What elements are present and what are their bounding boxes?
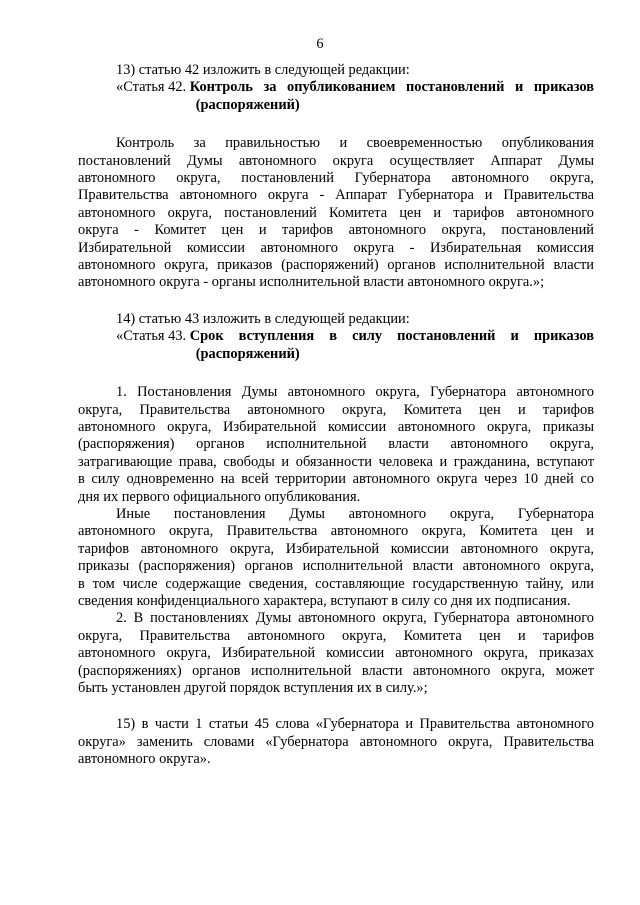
- article-paragraph: [78, 610, 594, 697]
- article-title-line: (распоряжений): [195, 345, 300, 362]
- text-line: округа» заменить словами «Губернатора автономного округа, Правительства: [78, 733, 594, 750]
- item-intro: 14) статью 43 изложить в следующей редакции:: [116, 310, 410, 327]
- article-heading: [78, 79, 594, 114]
- text-line: округа, Правительства автономного округа, Комитета цен и тарифов: [78, 627, 594, 644]
- article-paragraph: [78, 135, 594, 292]
- page-number: 6: [316, 36, 324, 52]
- text-line: затрагивающие права, свободы и обязанности человека и гражданина, вступают: [78, 453, 594, 470]
- text-line: Избирательной комиссии автономного округа - Избирательная комиссия: [78, 239, 594, 256]
- article-label: «Статья 42.: [116, 79, 190, 96]
- article-paragraph: [78, 384, 594, 506]
- amendment-item-13: [78, 62, 594, 292]
- text-line: 2. В постановлениях Думы автономного округа, Губернатора автономного: [116, 610, 594, 627]
- text-line: (распоряжения) органов исполнительной власти автономного округа,: [78, 436, 594, 453]
- text-line: автономного округа, приказов (распоряжений) органов исполнительной власти: [78, 257, 594, 274]
- text-line: автономного округа, Избирательной комиссии автономного округа, приказы: [78, 418, 594, 435]
- amendment-item-15: [78, 716, 594, 768]
- text-line: автономного округа - органы исполнительной власти автономного округа.»;: [78, 274, 545, 291]
- text-line: в том числе содержащие сведения, составляющие государственную тайну, или: [78, 575, 594, 592]
- article-title: [190, 328, 594, 363]
- article-label: «Статья 43.: [116, 328, 190, 345]
- article-paragraph: [78, 506, 594, 610]
- text-line: автономного округа, Правительства автономного округа, Комитета цен и: [78, 523, 594, 540]
- text-line: постановлений Думы автономного округа осуществляет Аппарат Думы: [78, 152, 594, 169]
- text-line: приказы (распоряжения) органов исполнительной власти автономного округа,: [78, 558, 594, 575]
- article-title-line: (распоряжений): [195, 96, 300, 113]
- document-body: [78, 62, 594, 769]
- amendment-item-14: [78, 311, 594, 698]
- text-line: округа, Правительства автономного округа, Комитета цен и тарифов: [78, 401, 594, 418]
- article-heading: [78, 328, 594, 363]
- text-line: тарифов автономного округа, Избирательной комиссии автономного округа,: [78, 540, 594, 557]
- text-line: 15) в части 1 статьи 45 слова «Губернатора и Правительства автономного: [116, 716, 594, 733]
- article-title-line: Контроль за опубликованием постановлений и приказов: [189, 79, 594, 96]
- article-title: [190, 79, 594, 114]
- text-line: Правительства автономного округа - Аппарат Губернатора и Правительства: [78, 187, 594, 204]
- text-line: дня их первого официального опубликования.: [78, 488, 361, 505]
- text-line: автономного округа, Избирательной комиссии автономного округа, приказах: [78, 645, 594, 662]
- text-line: автономного округа, постановлений Губернатора автономного округа,: [78, 170, 594, 187]
- text-line: округа - Комитет цен и тарифов автономного округа, постановлений: [78, 222, 594, 239]
- text-line: быть установлен другой порядок вступления их в силу.»;: [78, 680, 428, 696]
- text-line: Иные постановления Думы автономного округа, Губернатора: [116, 505, 594, 522]
- text-line: в силу одновременно на всей территории автономного округа через 10 дней со: [78, 471, 594, 488]
- text-line: (распоряжениях) органов исполнительной власти автономного округа, может: [78, 662, 594, 679]
- text-line: Контроль за правильностью и своевременностью опубликования: [116, 135, 594, 152]
- article-title-line: Срок вступления в силу постановлений и приказов: [189, 328, 594, 345]
- text-line: автономного округа».: [78, 751, 211, 768]
- text-line: автономного округа, постановлений Комитета цен и тарифов автономного: [78, 204, 594, 221]
- text-line: 1. Постановления Думы автономного округа, Губернатора автономного: [116, 384, 594, 401]
- text-line: сведения конфиденциального характера, вступают в силу со дня их подписания.: [78, 592, 571, 609]
- item-intro: 13) статью 42 изложить в следующей редакции:: [116, 62, 410, 78]
